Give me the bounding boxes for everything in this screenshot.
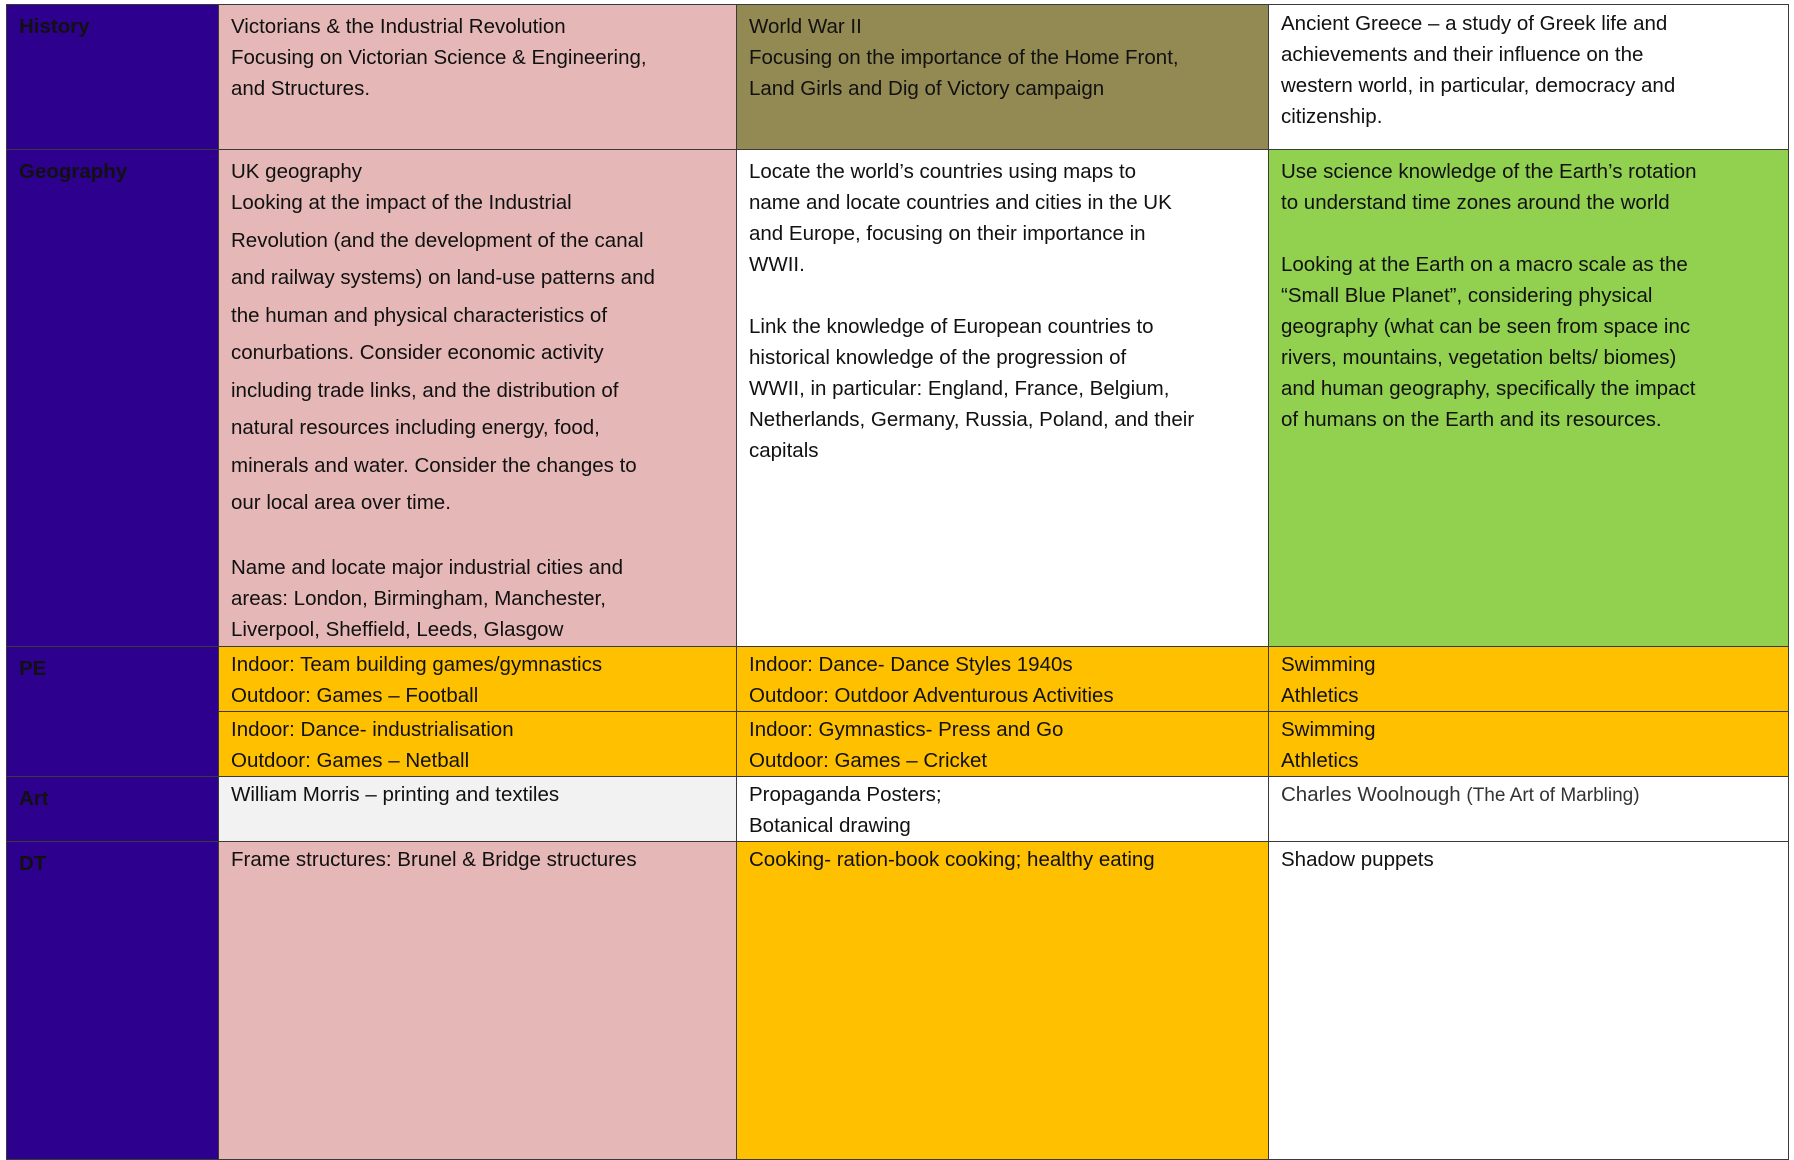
geography-term1-cell: [219, 150, 737, 647]
pe-line: Outdoor: Games – Netball: [231, 749, 470, 772]
dt-line: Frame structures: Brunel & Bridge structures: [231, 848, 637, 871]
pe-term3-cell: [1269, 647, 1789, 712]
pe-line: Outdoor: Games – Football: [231, 684, 479, 707]
pe-line: Swimming: [1281, 653, 1376, 676]
history-row: [7, 5, 1789, 150]
geography-term3-line: and human geography, specifically the impact: [1281, 377, 1696, 400]
geography-term2-line: WWII, in particular: England, France, Belgium,: [749, 377, 1170, 400]
geography-term1-line: Looking at the impact of the Industrial: [231, 191, 572, 214]
geography-term1-line: Name and locate major industrial cities and: [231, 555, 623, 579]
pe-term1-cell: [219, 647, 737, 712]
art-row: [7, 777, 1789, 842]
pe-line: Indoor: Dance- Dance Styles 1940s: [749, 653, 1073, 676]
art-artist-note: (The Art of Marbling): [1466, 785, 1640, 806]
pe-line: Outdoor: Outdoor Adventurous Activities: [749, 684, 1114, 707]
history-term3-line: Ancient Greece – a study of Greek life and: [1281, 12, 1668, 35]
art-line: Botanical drawing: [749, 814, 911, 837]
geography-term2-cell: [737, 150, 1269, 647]
geography-term1-line: including trade links, and the distribution of: [231, 378, 619, 402]
geography-term3-cell: [1269, 150, 1789, 647]
dt-row: [7, 842, 1789, 1160]
art-term1-cell: [219, 777, 737, 842]
pe-line: Indoor: Gymnastics- Press and Go: [749, 718, 1064, 741]
history-term3-line: western world, in particular, democracy and: [1281, 74, 1676, 97]
art-term2-cell: [737, 777, 1269, 842]
geography-term2-line: and Europe, focusing on their importance in: [749, 222, 1146, 245]
history-term3-cell: [1269, 5, 1789, 150]
geography-term3-line: “Small Blue Planet”, considering physical: [1281, 284, 1653, 307]
history-term2-line: World War II: [749, 15, 862, 38]
geography-term1-line: Revolution (and the development of the canal: [231, 228, 644, 252]
paragraph-gap: [1281, 218, 1776, 249]
art-line: William Morris – printing and textiles: [231, 783, 560, 806]
pe-row: [7, 647, 1789, 712]
history-term3-line: citizenship.: [1281, 105, 1383, 128]
dt-line: Cooking- ration-book cooking; healthy eating: [749, 848, 1155, 871]
art-line: Propaganda Posters;: [749, 783, 942, 806]
pe-term2-cell: [737, 647, 1269, 712]
art-artist-name: Charles Woolnough: [1281, 783, 1467, 806]
geography-term2-line: Locate the world’s countries using maps to: [749, 160, 1137, 183]
curriculum-table: [6, 4, 1789, 1160]
subject-label: Art: [19, 787, 49, 810]
geography-term2-line: Link the knowledge of European countries to: [749, 315, 1154, 338]
geography-term1-line: conurbations. Consider economic activity: [231, 341, 604, 364]
geography-term3-line: geography (what can be seen from space inc: [1281, 315, 1691, 338]
geography-term2-line: name and locate countries and cities in the UK: [749, 191, 1172, 214]
pe-line: Swimming: [1281, 718, 1376, 741]
paragraph-gap: [749, 280, 1256, 311]
pe-line: Indoor: Dance- industrialisation: [231, 718, 514, 741]
subject-label: Geography: [19, 160, 128, 183]
subject-pe: [7, 647, 219, 777]
geography-term1-line: minerals and water. Consider the changes to: [231, 453, 637, 477]
geography-term3-line: Looking at the Earth on a macro scale as the: [1281, 253, 1688, 276]
history-term1-line: Focusing on Victorian Science & Engineering,: [231, 46, 647, 69]
geography-term1-line: the human and physical characteristics of: [231, 303, 608, 327]
dt-term2-cell: [737, 842, 1269, 1160]
art-term3-cell: [1269, 777, 1789, 842]
pe-term1-cell: [219, 712, 737, 777]
geography-term2-line: capitals: [749, 439, 819, 462]
geography-term1-line: natural resources including energy, food,: [231, 416, 600, 439]
subject-art: [7, 777, 219, 842]
history-term2-cell: [737, 5, 1269, 150]
subject-label: PE: [19, 657, 47, 680]
pe-line: Outdoor: Games – Cricket: [749, 749, 988, 772]
pe-line: Athletics: [1281, 749, 1359, 772]
geography-term2-line: WWII.: [749, 253, 805, 276]
geography-term1-line: UK geography: [231, 160, 363, 183]
pe-term2-cell: [737, 712, 1269, 777]
dt-line: Shadow puppets: [1281, 848, 1434, 871]
history-term2-line: Focusing on the importance of the Home Front,: [749, 46, 1179, 69]
history-term3-line: achievements and their influence on the: [1281, 43, 1644, 66]
geography-term1-line: areas: London, Birmingham, Manchester,: [231, 586, 606, 610]
geography-term3-line: of humans on the Earth and its resources.: [1281, 408, 1662, 431]
geography-term2-line: Netherlands, Germany, Russia, Poland, and their: [749, 408, 1195, 431]
subject-label: DT: [19, 852, 47, 875]
dt-term1-cell: [219, 842, 737, 1160]
pe-line: Athletics: [1281, 684, 1359, 707]
paragraph-gap: [231, 522, 724, 552]
history-term2-line: Land Girls and Dig of Victory campaign: [749, 77, 1105, 100]
geography-row: [7, 150, 1789, 647]
geography-term3-line: rivers, mountains, vegetation belts/ biomes): [1281, 346, 1677, 369]
geography-term1-line: and railway systems) on land-use patterns and: [231, 266, 655, 289]
pe-line: Indoor: Team building games/gymnastics: [231, 653, 603, 676]
geography-term1-line: Liverpool, Sheffield, Leeds, Glasgow: [231, 617, 564, 641]
pe-row: [7, 712, 1789, 777]
history-term1-line: and Structures.: [231, 77, 371, 100]
subject-geography: [7, 150, 219, 647]
geography-term3-line: to understand time zones around the world: [1281, 191, 1670, 214]
subject-history: [7, 5, 219, 150]
subject-label: History: [19, 15, 90, 38]
history-term1-line: Victorians & the Industrial Revolution: [231, 15, 566, 38]
geography-term2-line: historical knowledge of the progression of: [749, 346, 1127, 369]
subject-dt: [7, 842, 219, 1160]
geography-term1-line: our local area over time.: [231, 491, 451, 514]
pe-term3-cell: [1269, 712, 1789, 777]
dt-term3-cell: [1269, 842, 1789, 1160]
geography-term3-line: Use science knowledge of the Earth’s rotation: [1281, 160, 1697, 183]
geography-term1-body: [231, 184, 724, 522]
history-term1-cell: [219, 5, 737, 150]
